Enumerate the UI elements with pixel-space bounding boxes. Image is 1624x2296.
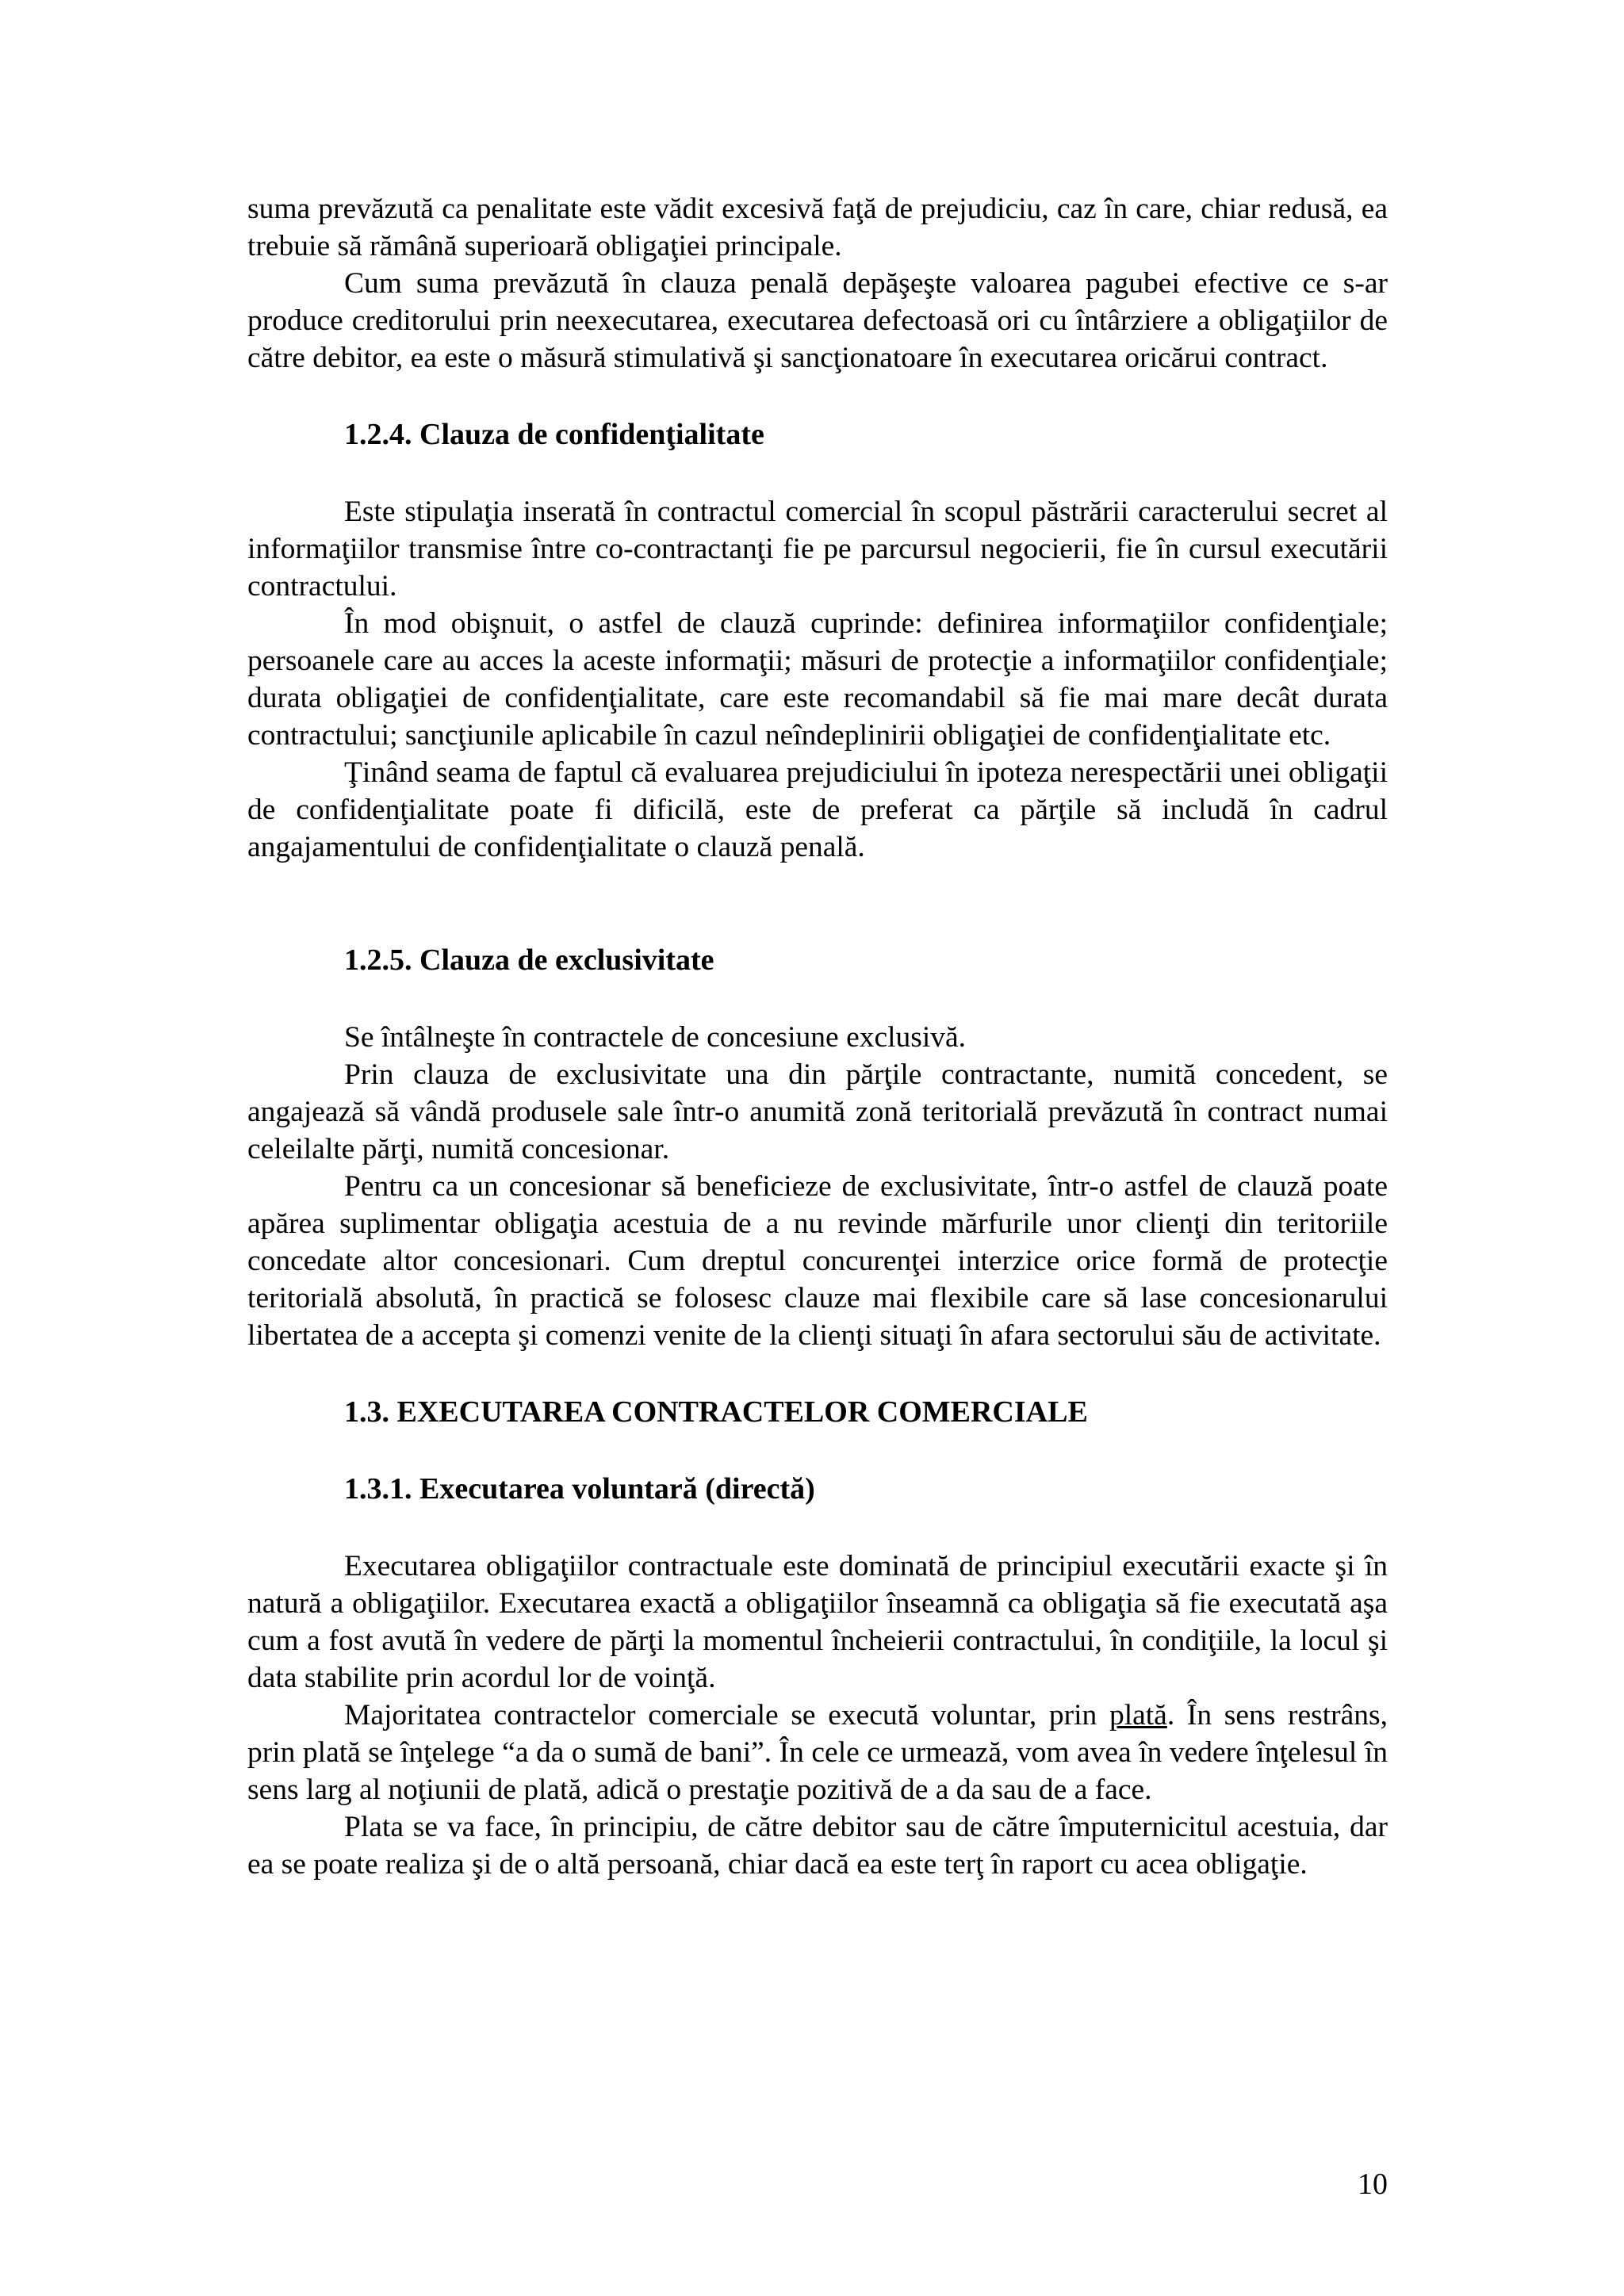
text-run: Majoritatea contractelor comerciale se execută voluntar, prin bbox=[344, 1699, 1109, 1732]
paragraph-penalty-excess: suma prevăzută ca penalitate este vădit excesivă faţă de prejudiciu, caz în care, chiar redusă, ea trebuie să rămână superioară obligaţiei principale. bbox=[247, 193, 1388, 262]
paragraph-payment-definition bbox=[247, 1697, 1388, 1808]
paragraph-exclusivity-intro: Se întâlneşte în contractele de concesiune exclusivă. bbox=[344, 1021, 967, 1054]
spacer bbox=[247, 1508, 1388, 1548]
paragraph-exclusivity-definition: Prin clauza de exclusivitate una din părţile contractante, numită concedent, se angajează să vândă produsele sale într-o anumită zonă teritorială prevăzută în contract numai celeilalte părţi, numită concesionar. bbox=[247, 1058, 1388, 1165]
paragraph-penalty-stimulative: Cum suma prevăzută în clauza penală depăşeşte valoarea pagubei efective ce s-ar produce creditorului prin neexecutarea, executarea defectoasă ori cu întârziere a obligaţiilor de către debitor, ea este o măsură stimulativă şi sancţionatoare în executarea oricărui contract. bbox=[247, 267, 1388, 374]
page-number: 10 bbox=[1358, 2168, 1388, 2201]
section-heading-voluntary-execution: 1.3.1. Executarea voluntară (directă) bbox=[344, 1472, 815, 1506]
text-run: . În sens restrâns, prin plată se înţelege “a da o sumă de bani”. În cele ce urmează, vom avea în vedere înţelesul în sens larg al noţiunii de plată, adică o prestaţie pozitivă de a da sau de a face. bbox=[247, 1699, 1388, 1806]
paragraph-confidentiality-contents: În mod obişnuit, o astfel de clauză cuprinde: definirea informaţiilor confidenţiale; persoanele care au acces la aceste informaţii; măsuri de protecţie a informaţiilor confidenţiale; durata obligaţiei de confidenţialitate, care este recomandabil să fie mai mare decât durata contractului; sancţiunile aplicabile în cazul neîndeplinirii obligaţiei de confidenţialitate etc. bbox=[247, 607, 1388, 752]
section-heading-confidentiality: 1.2.4. Clauza de confidenţialitate bbox=[344, 418, 764, 451]
chapter-heading-execution: 1.3. EXECUTAREA CONTRACTELOR COMERCIALE bbox=[344, 1395, 1088, 1429]
underlined-term-payment: plată bbox=[1109, 1699, 1167, 1732]
paragraph-confidentiality-penalty: Ţinând seama de faptul că evaluarea prejudiciului în ipoteza nerespectării unei obligaţii de confidenţialitate poate fi dificilă, este de preferat ca părţile să includă în cadrul angajamentului de confidenţialitate o clauză penală. bbox=[247, 756, 1388, 863]
paragraph-payment-debtor: Plata se va face, în principiu, de către debitor sau de către împuternicitul acestuia, dar ea se poate realiza şi de o altă persoană, chiar dacă ea este terţ în raport cu acea obligaţie. bbox=[247, 1811, 1388, 1881]
document-page bbox=[247, 190, 1388, 1883]
spacer bbox=[247, 979, 1388, 1019]
spacer bbox=[247, 1431, 1388, 1471]
section-heading-exclusivity: 1.2.5. Clauza de exclusivitate bbox=[344, 943, 714, 977]
spacer bbox=[247, 377, 1388, 416]
spacer bbox=[247, 866, 1388, 942]
paragraph-execution-principle: Executarea obligaţiilor contractuale este dominată de principiul executării exacte şi în natură a obligaţiilor. Executarea exactă a obligaţiilor înseamnă ca obligaţia să fie executată aşa cum a fost avută în vedere de părţi la momentul încheierii contractului, în condiţiile, la locul şi data stabilite prin acordul lor de voinţă. bbox=[247, 1550, 1388, 1694]
paragraph-confidentiality-definition: Este stipulaţia inserată în contractul comercial în scopul păstrării caracterului secret al informaţiilor transmise între co-contractanţi fie pe parcursul negocierii, fie în cursul executării contractului. bbox=[247, 496, 1388, 603]
spacer bbox=[247, 453, 1388, 493]
paragraph-exclusivity-concessionaire: Pentru ca un concesionar să beneficieze de exclusivitate, într-o astfel de clauză poate apărea suplimentar obligaţia acestuia de a nu revinde mărfurile unor clienţi din teritoriile concedate altor concesionari. Cum dreptul concurenţei interzice orice formă de protecţie teritorială absolută, în practică se folosesc clauze mai flexibile care să lase concesionarului libertatea de a accepta şi comenzi venite de la clienţi situaţi în afara sectorului său de activitate. bbox=[247, 1170, 1388, 1352]
spacer bbox=[247, 1354, 1388, 1394]
